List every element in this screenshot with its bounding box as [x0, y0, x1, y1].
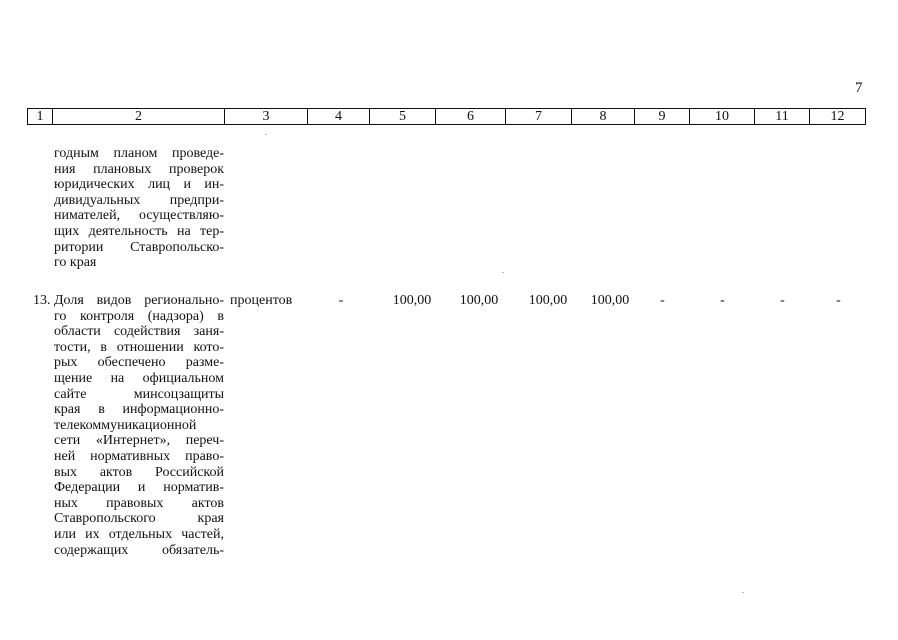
text-line: тости, в отношении кото-: [54, 339, 224, 355]
indicator-description: [54, 293, 224, 558]
text-line: области содействия заня-: [54, 324, 224, 340]
header-cell: 7: [506, 109, 572, 125]
value-col-10: -: [720, 293, 725, 308]
value-col-7: 100,00: [528, 293, 568, 308]
header-cell: 6: [436, 109, 506, 125]
text-line: вых актов Российской: [54, 464, 224, 480]
header-cell: 9: [635, 109, 690, 125]
text-line: нимателей, осуществляю-: [54, 208, 224, 224]
column-number-header: [27, 108, 866, 125]
text-line: края в информационно-: [54, 402, 224, 418]
header-cell: 5: [370, 109, 436, 125]
header-cell: 3: [225, 109, 308, 125]
text-line: сайте минсоцзащиты: [54, 386, 224, 402]
value-col-4: -: [338, 293, 344, 308]
text-line: юридических лиц и ин-: [54, 177, 224, 193]
header-cell: 12: [810, 109, 866, 125]
header-cell: 1: [28, 109, 53, 125]
text-line: рых обеспечено разме-: [54, 355, 224, 371]
text-line: го контроля (надзора) в: [54, 308, 224, 324]
header-cell: 4: [308, 109, 370, 125]
value-col-12: -: [836, 293, 841, 308]
value-col-11: -: [780, 293, 785, 308]
text-line: Федерации и норматив-: [54, 480, 224, 496]
row-number: 13.: [33, 293, 51, 308]
text-line: ней нормативных право-: [54, 448, 224, 464]
scan-speck: [742, 592, 744, 593]
continued-indicator-description: [54, 146, 224, 271]
value-col-8: 100,00: [590, 293, 630, 308]
scan-speck: [265, 134, 267, 135]
text-line: дивидуальных предпри-: [54, 192, 224, 208]
header-cell: 2: [53, 109, 225, 125]
text-line: телекоммуникационной: [54, 417, 197, 433]
page-number: 7: [855, 80, 863, 96]
text-line: или их отдельных частей,: [54, 526, 224, 542]
text-line: ритории Ставропольско-: [54, 239, 224, 255]
text-line: Ставропольского края: [54, 511, 224, 527]
text-line: щение на официальном: [54, 370, 224, 386]
header-cell: 10: [690, 109, 755, 125]
value-col-9: -: [660, 293, 665, 308]
text-line: Доля видов регионально-: [54, 293, 224, 308]
text-line: ных правовых актов: [54, 495, 224, 511]
text-line: содержащих обязатель-: [54, 542, 224, 558]
text-line: сети «Интернет», переч-: [54, 433, 224, 449]
header-cell: 8: [572, 109, 635, 125]
text-line: щих деятельность на тер-: [54, 223, 224, 239]
text-line: годным планом проведе-: [54, 146, 224, 161]
text-line: го края: [54, 255, 97, 271]
value-col-6: 100,00: [459, 293, 499, 308]
value-col-5: 100,00: [392, 293, 432, 308]
scan-speck: [502, 272, 504, 273]
header-row: [28, 109, 866, 125]
text-line: ния плановых проверок: [54, 161, 224, 177]
header-cell: 11: [755, 109, 810, 125]
unit-of-measure: процентов: [230, 293, 293, 308]
